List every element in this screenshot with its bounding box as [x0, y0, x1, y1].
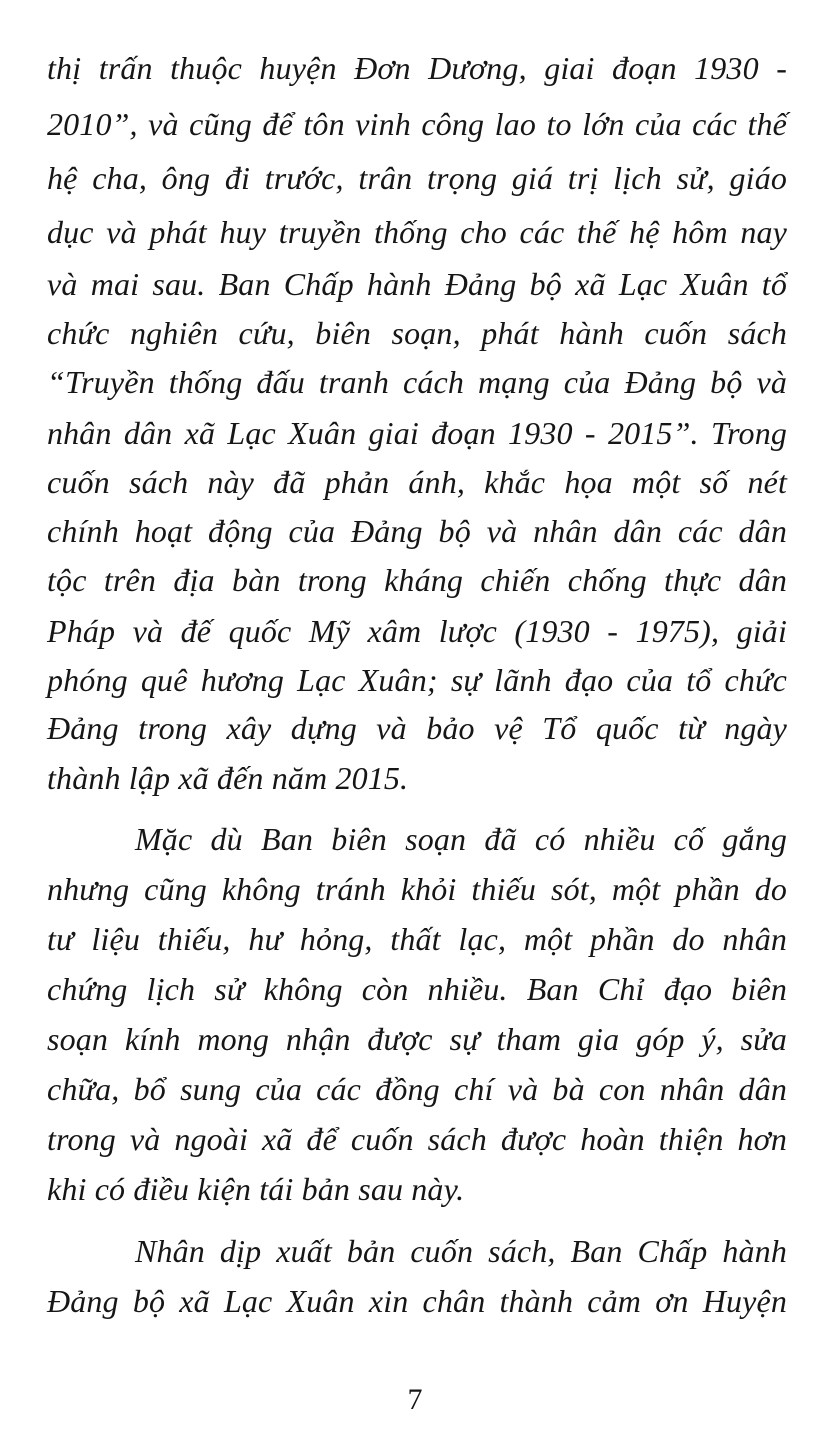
page-number: 7 — [407, 1383, 423, 1416]
text-line: Mặc dù Ban biên soạn đã có nhiều cố gắng — [135, 821, 787, 857]
text-line: dục và phát huy truyền thống cho các thế hệ hôm nay — [47, 214, 787, 250]
text-line: soạn kính mong nhận được sự tham gia góp ý, sửa — [47, 1021, 787, 1057]
text-line: Pháp và đế quốc Mỹ xâm lược (1930 - 1975), giải — [47, 613, 787, 649]
text-line: khi có điều kiện tái bản sau này. — [47, 1171, 465, 1207]
text-line: tộc trên địa bàn trong kháng chiến chống thực dân — [47, 562, 787, 598]
text-line: Nhân dịp xuất bản cuốn sách, Ban Chấp hành — [135, 1233, 787, 1269]
text-line: Đảng trong xây dựng và bảo vệ Tổ quốc từ ngày — [47, 710, 787, 746]
text-line: thị trấn thuộc huyện Đơn Dương, giai đoạn 1930 - — [47, 50, 787, 86]
text-line: cuốn sách này đã phản ánh, khắc họa một số nét — [47, 464, 787, 500]
text-line: Đảng bộ xã Lạc Xuân xin chân thành cảm ơn Huyện — [47, 1283, 787, 1319]
text-line: trong và ngoài xã để cuốn sách được hoàn thiện hơn — [47, 1121, 787, 1157]
text-line: chứng lịch sử không còn nhiều. Ban Chỉ đạo biên — [47, 971, 787, 1007]
text-line: thành lập xã đến năm 2015. — [47, 760, 409, 796]
text-line: chữa, bổ sung của các đồng chí và bà con nhân dân — [47, 1071, 787, 1107]
text-line: chức nghiên cứu, biên soạn, phát hành cuốn sách — [47, 315, 787, 351]
text-line: nhưng cũng không tránh khỏi thiếu sót, một phần do — [47, 871, 787, 907]
text-line: tư liệu thiếu, hư hỏng, thất lạc, một phần do nhân — [47, 921, 787, 957]
text-line: “Truyền thống đấu tranh cách mạng của Đảng bộ và — [47, 364, 787, 400]
text-line: chính hoạt động của Đảng bộ và nhân dân các dân — [47, 513, 787, 549]
text-line: 2010”, và cũng để tôn vinh công lao to lớn của các thế — [47, 106, 787, 142]
text-line: và mai sau. Ban Chấp hành Đảng bộ xã Lạc Xuân tổ — [47, 266, 787, 302]
text-line: hệ cha, ông đi trước, trân trọng giá trị lịch sử, giáo — [47, 160, 787, 196]
text-line: nhân dân xã Lạc Xuân giai đoạn 1930 - 2015”. Trong — [47, 415, 787, 451]
text-line: phóng quê hương Lạc Xuân; sự lãnh đạo của tổ chức — [47, 662, 787, 698]
